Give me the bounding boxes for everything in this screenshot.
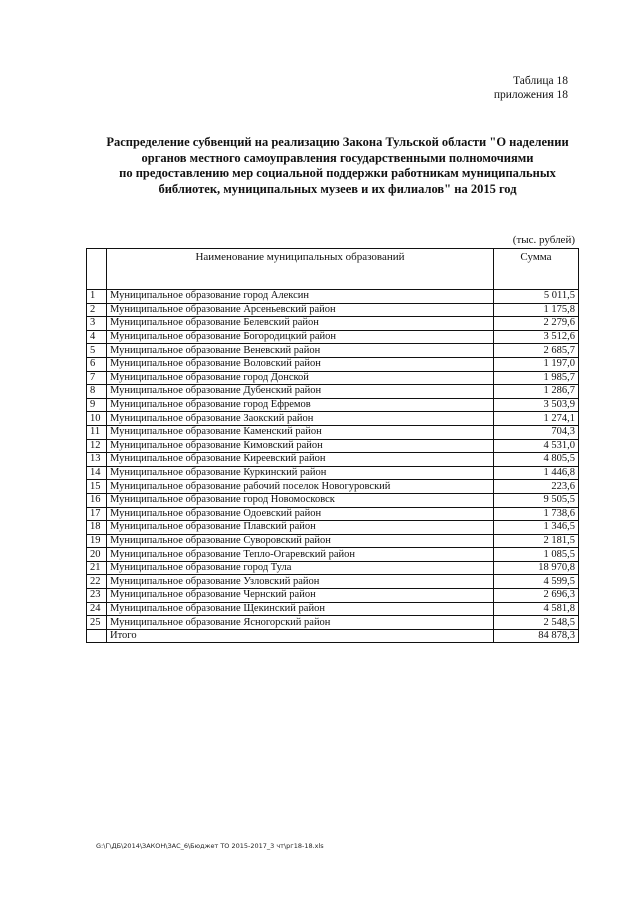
row-sum-cell: 1 085,5 — [494, 548, 579, 562]
row-sum-cell: 18 970,8 — [494, 561, 579, 575]
row-sum-cell: 3 503,9 — [494, 398, 579, 412]
table-row — [87, 480, 579, 494]
row-sum-cell: 9 505,5 — [494, 493, 579, 507]
row-name-cell: Муниципальное образование Кимовский район — [107, 439, 494, 453]
row-name-cell: Муниципальное образование Воловский район — [107, 357, 494, 371]
row-sum-cell: 2 685,7 — [494, 344, 579, 358]
row-number-cell: 17 — [87, 507, 107, 521]
table-row — [87, 303, 579, 317]
row-sum-cell: 1 175,8 — [494, 303, 579, 317]
header-number-cell — [87, 249, 107, 290]
row-number-cell: 22 — [87, 575, 107, 589]
table-row — [87, 575, 579, 589]
row-number-cell: 15 — [87, 480, 107, 494]
table-row — [87, 534, 579, 548]
title-line-1: Распределение субвенций на реализацию Закона Тульской области "О наделении — [106, 135, 569, 149]
row-name-cell: Муниципальное образование Щекинский район — [107, 602, 494, 616]
row-number-cell: 3 — [87, 317, 107, 331]
units-label: (тыс. рублей) — [512, 234, 575, 246]
row-number-cell: 23 — [87, 589, 107, 603]
row-sum-cell: 4 805,5 — [494, 453, 579, 467]
row-number-cell: 9 — [87, 398, 107, 412]
row-sum-cell: 3 512,6 — [494, 330, 579, 344]
row-name-cell: Муниципальное образование Белевский район — [107, 317, 494, 331]
row-number-cell: 11 — [87, 425, 107, 439]
row-number-cell: 24 — [87, 602, 107, 616]
table-reference — [494, 74, 568, 102]
row-sum-cell: 1 286,7 — [494, 385, 579, 399]
table-row — [87, 439, 579, 453]
row-number-cell: 5 — [87, 344, 107, 358]
table-row — [87, 371, 579, 385]
row-name-cell: Муниципальное образование Узловский район — [107, 575, 494, 589]
row-sum-cell: 4 581,8 — [494, 602, 579, 616]
row-name-cell: Муниципальное образование город Алексин — [107, 290, 494, 304]
table-number-label: Таблица 18 — [513, 75, 568, 87]
title-line-4: библиотек, муниципальных музеев и их филиалов" на 2015 год — [158, 181, 517, 196]
row-sum-cell: 1 274,1 — [494, 412, 579, 426]
row-name-cell: Муниципальное образование Куркинский район — [107, 466, 494, 480]
row-name-cell: Муниципальное образование Чернский район — [107, 589, 494, 603]
row-number-cell: 8 — [87, 385, 107, 399]
table-row — [87, 616, 579, 630]
row-name-cell: Муниципальное образование Арсеньевский район — [107, 303, 494, 317]
total-sum-cell: 84 878,3 — [494, 629, 579, 643]
row-name-cell: Муниципальное образование Дубенский район — [107, 385, 494, 399]
row-sum-cell: 2 548,5 — [494, 616, 579, 630]
row-number-cell: 16 — [87, 493, 107, 507]
row-sum-cell: 223,6 — [494, 480, 579, 494]
row-name-cell: Муниципальное образование Киреевский район — [107, 453, 494, 467]
row-number-cell: 13 — [87, 453, 107, 467]
table-row — [87, 290, 579, 304]
table-row — [87, 602, 579, 616]
row-name-cell: Муниципальное образование Заокский район — [107, 412, 494, 426]
row-sum-cell: 5 011,5 — [494, 290, 579, 304]
document-title — [70, 135, 605, 197]
row-name-cell: Муниципальное образование Веневский район — [107, 344, 494, 358]
row-sum-cell: 2 279,6 — [494, 317, 579, 331]
row-sum-cell: 2 181,5 — [494, 534, 579, 548]
row-sum-cell: 4 599,5 — [494, 575, 579, 589]
table-row — [87, 385, 579, 399]
row-number-cell: 19 — [87, 534, 107, 548]
row-number-cell: 7 — [87, 371, 107, 385]
row-sum-cell: 4 531,0 — [494, 439, 579, 453]
row-number-cell: 1 — [87, 290, 107, 304]
row-sum-cell: 1 985,7 — [494, 371, 579, 385]
row-number-cell: 25 — [87, 616, 107, 630]
row-sum-cell: 2 696,3 — [494, 589, 579, 603]
row-number-cell: 6 — [87, 357, 107, 371]
table-row — [87, 589, 579, 603]
row-name-cell: Муниципальное образование Плавский район — [107, 521, 494, 535]
appendix-label: приложения 18 — [493, 89, 568, 101]
table-row — [87, 344, 579, 358]
table-row — [87, 507, 579, 521]
table-row — [87, 466, 579, 480]
table-row — [87, 493, 579, 507]
row-name-cell: Муниципальное образование город Новомосковск — [107, 493, 494, 507]
row-number-cell: 14 — [87, 466, 107, 480]
table-row — [87, 453, 579, 467]
table-row — [87, 398, 579, 412]
table-row — [87, 317, 579, 331]
row-number-cell: 21 — [87, 561, 107, 575]
row-number-cell: 10 — [87, 412, 107, 426]
row-sum-cell: 1 738,6 — [494, 507, 579, 521]
title-line-3: по предоставлению мер социальной поддержки работникам муниципальных — [119, 166, 556, 180]
table-header-row — [87, 249, 579, 290]
row-number-cell: 4 — [87, 330, 107, 344]
row-name-cell: Муниципальное образование Богородицкий район — [107, 330, 494, 344]
table-row — [87, 357, 579, 371]
table-row — [87, 330, 579, 344]
header-name-cell: Наименование муниципальных образований — [107, 249, 494, 290]
total-row — [87, 629, 579, 643]
table-row — [87, 412, 579, 426]
row-sum-cell: 1 197,0 — [494, 357, 579, 371]
row-number-cell: 12 — [87, 439, 107, 453]
table-row — [87, 521, 579, 535]
total-label-cell: Итого — [107, 629, 494, 643]
row-name-cell: Муниципальное образование Одоевский район — [107, 507, 494, 521]
row-name-cell: Муниципальное образование город Ефремов — [107, 398, 494, 412]
total-number-cell — [87, 629, 107, 643]
file-path-footer: G:\Г\ДБ\2014\ЗАКОН\ЗАС_6\Бюджет ТО 2015-2017_3 чт\рг18-18.xls — [96, 842, 324, 850]
subsidy-table — [86, 248, 579, 643]
row-number-cell: 2 — [87, 303, 107, 317]
row-name-cell: Муниципальное образование рабочий поселок Новогуровский — [107, 480, 494, 494]
table-row — [87, 548, 579, 562]
row-sum-cell: 704,3 — [494, 425, 579, 439]
table-row — [87, 561, 579, 575]
row-name-cell: Муниципальное образование Тепло-Огаревский район — [107, 548, 494, 562]
title-line-2: органов местного самоуправления государственными полномочиями — [141, 150, 534, 165]
row-name-cell: Муниципальное образование Ясногорский район — [107, 616, 494, 630]
row-sum-cell: 1 346,5 — [494, 521, 579, 535]
row-name-cell: Муниципальное образование Каменский район — [107, 425, 494, 439]
row-number-cell: 20 — [87, 548, 107, 562]
row-name-cell: Муниципальное образование город Донской — [107, 371, 494, 385]
row-name-cell: Муниципальное образование Суворовский район — [107, 534, 494, 548]
row-sum-cell: 1 446,8 — [494, 466, 579, 480]
row-name-cell: Муниципальное образование город Тула — [107, 561, 494, 575]
header-sum-cell: Сумма — [494, 249, 579, 290]
row-number-cell: 18 — [87, 521, 107, 535]
table-row — [87, 425, 579, 439]
